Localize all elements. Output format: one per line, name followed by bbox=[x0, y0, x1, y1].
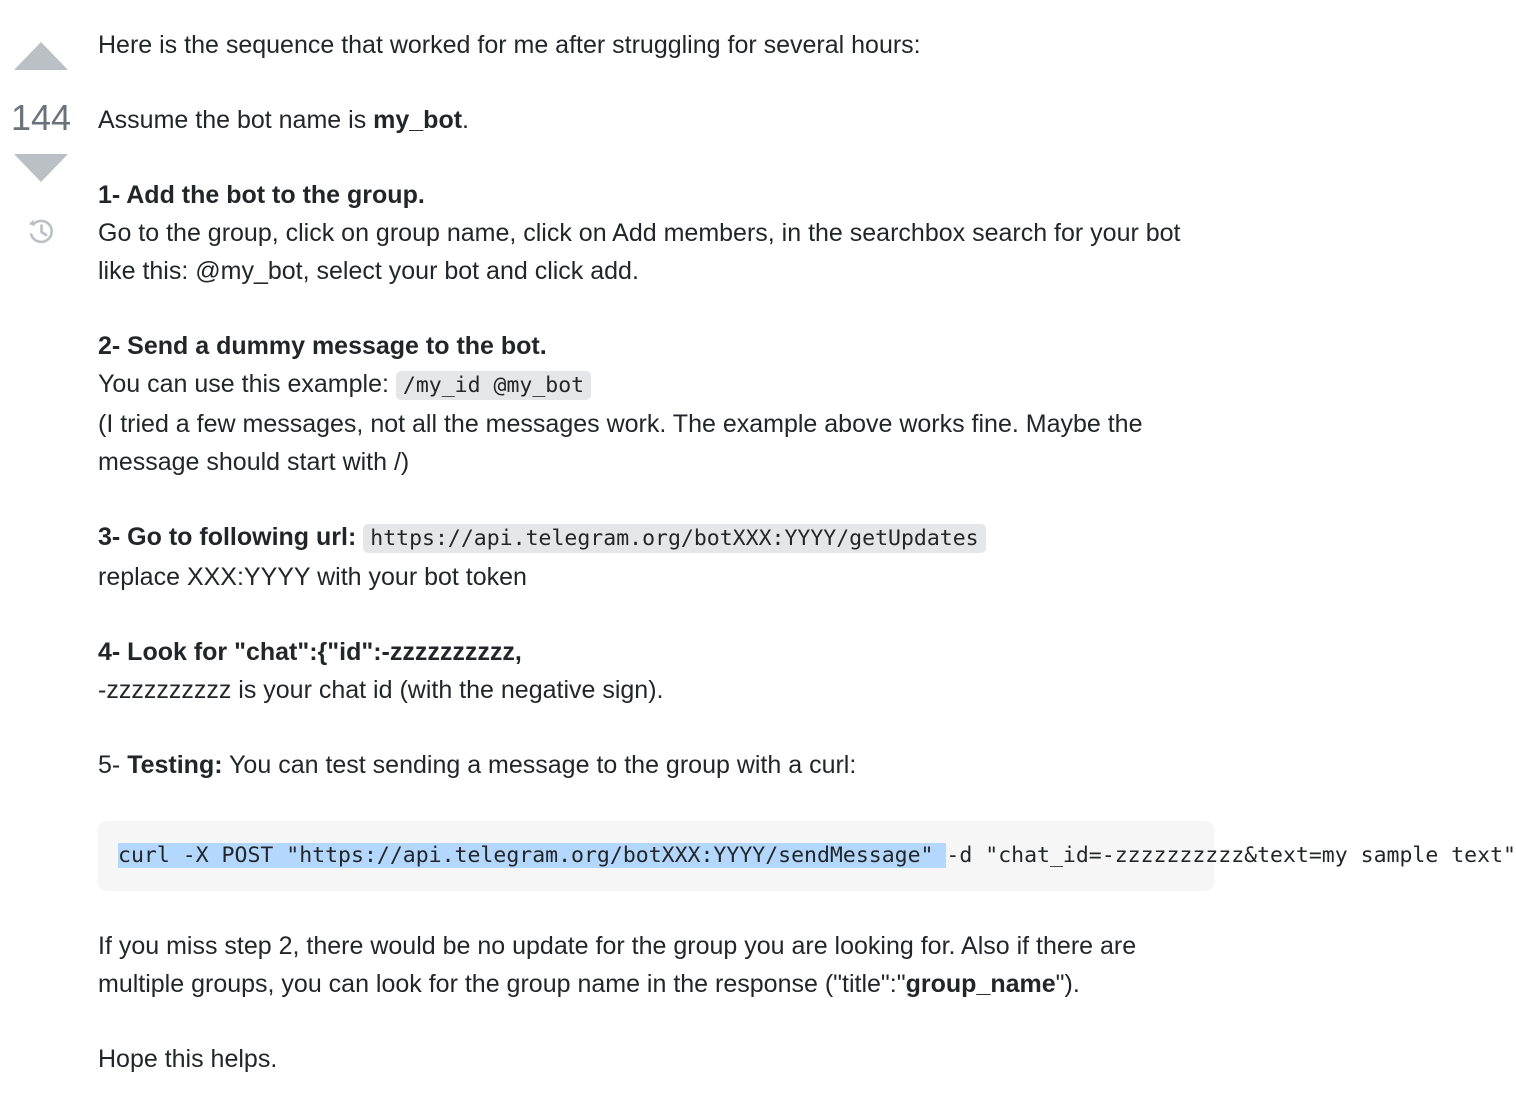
step-4-text: -zzzzzzzzzz is your chat id (with the negative sign). bbox=[98, 676, 664, 704]
step-4 bbox=[98, 633, 1218, 709]
step-4-heading: 4- Look for "chat":{"id":-zzzzzzzzzz, bbox=[98, 638, 522, 666]
closing-prefix: If you miss step 2, there would be no update for the group you are looking for. Also if there are multiple groups, you can look for the group name in the response ("title":" bbox=[98, 932, 1137, 998]
step-2-note: (I tried a few messages, not all the messages work. The example above works fine. Maybe the message should start with /) bbox=[98, 410, 1143, 476]
vote-cell bbox=[0, 38, 82, 248]
step-3-heading: 3- Go to following url: bbox=[98, 523, 357, 551]
intro-text: Here is the sequence that worked for me after struggling for several hours: bbox=[98, 31, 921, 59]
step-5-label: Testing: bbox=[127, 751, 223, 779]
closing-suffix: "). bbox=[1055, 970, 1080, 998]
upvote-button[interactable] bbox=[0, 38, 82, 70]
history-button[interactable] bbox=[24, 214, 58, 248]
code-rest-text: -d "chat_id=-zzzzzzzzzz&text=my sample text" bbox=[946, 843, 1516, 868]
step-3-code: https://api.telegram.org/botXXX:YYYY/getUpdates bbox=[363, 524, 985, 553]
step-3 bbox=[98, 518, 1218, 596]
step-3-text: replace XXX:YYYY with your bot token bbox=[98, 563, 527, 591]
step-2-text: You can use this example: bbox=[98, 370, 396, 398]
step-5 bbox=[98, 746, 1218, 784]
vote-count: 144 bbox=[10, 97, 72, 138]
answer-body bbox=[98, 26, 1516, 1115]
closing-paragraph bbox=[98, 927, 1218, 1003]
assume-prefix: Assume the bot name is bbox=[98, 106, 374, 134]
assume-suffix: . bbox=[462, 106, 469, 134]
downvote-button[interactable] bbox=[0, 154, 82, 182]
signoff-text: Hope this helps. bbox=[98, 1045, 278, 1073]
step-2-heading: 2- Send a dummy message to the bot. bbox=[98, 332, 547, 360]
step-5-prefix: 5- bbox=[98, 751, 128, 779]
step-1-heading: 1- Add the bot to the group. bbox=[98, 181, 425, 209]
downvote-arrow-icon bbox=[14, 154, 68, 182]
step-1-text: Go to the group, click on group name, click on Add members, in the searchbox search for your bot like this: @my_bot, select your bot and click add. bbox=[98, 219, 1181, 285]
step-2-code: /my_id @my_bot bbox=[396, 371, 591, 400]
curl-code-block[interactable] bbox=[98, 821, 1516, 891]
assume-paragraph bbox=[98, 101, 1218, 139]
code-selected-text: curl -X POST "https://api.telegram.org/botXXX:YYYY/sendMessage" bbox=[118, 843, 947, 868]
step-5-text: You can test sending a message to the group with a curl: bbox=[222, 751, 857, 779]
step-2 bbox=[98, 327, 1218, 481]
upvote-arrow-icon bbox=[14, 42, 68, 70]
closing-group-name: group_name bbox=[905, 970, 1056, 998]
step-1 bbox=[98, 176, 1218, 290]
history-icon bbox=[25, 215, 57, 247]
bot-name: my_bot bbox=[373, 106, 463, 134]
